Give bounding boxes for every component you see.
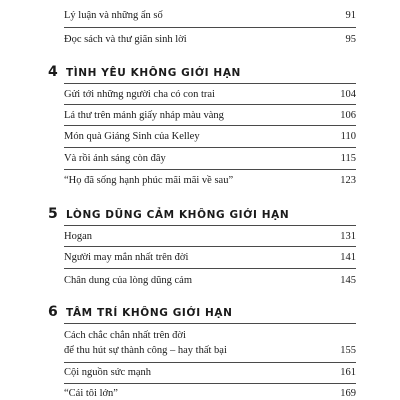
chapter-number: 4 [48, 64, 58, 80]
toc-entry-page: 169 [340, 388, 356, 399]
chapter-title: LÒNG DŨNG CẢM KHÔNG GIỚI HẠN [66, 209, 290, 221]
toc-entry-title-line-2: để thu hút sự thành công – hay thất bại [64, 345, 227, 356]
toc-entry-page: 131 [340, 231, 356, 242]
chapter-title: TÂM TRÍ KHÔNG GIỚI HẠN [66, 307, 233, 319]
toc-divider [64, 268, 356, 269]
toc-entry-page: 141 [340, 252, 356, 263]
toc-entry [64, 329, 356, 357]
toc-divider [64, 83, 356, 84]
toc-entry-page: 145 [340, 275, 356, 286]
toc-entry-title: Lý luận và những ẩn số [64, 10, 163, 21]
chapter-heading [48, 306, 368, 322]
toc-entry-page: 95 [345, 34, 356, 45]
toc-divider [64, 125, 356, 126]
toc-entry-page: 161 [340, 367, 356, 378]
toc-entry-title: “Họ đã sống hạnh phúc mãi mãi về sau” [64, 175, 234, 186]
toc-entry-page: 106 [340, 110, 356, 121]
toc-entry-title: Gửi tới những người cha có con trai [64, 89, 215, 100]
toc-entry-page: 91 [345, 10, 356, 21]
chapter-heading [48, 66, 368, 82]
toc-entry-page: 110 [340, 131, 356, 142]
toc-entry-page: 123 [340, 175, 356, 186]
toc-divider [64, 383, 356, 384]
toc-divider [64, 147, 356, 148]
chapter-number: 6 [48, 304, 58, 320]
toc-entry-title: Lá thư trên mảnh giấy nháp màu vàng [64, 110, 224, 121]
toc-entry-title: Người may mắn nhất trên đời [64, 252, 189, 263]
toc-entry-title: Cội nguồn sức mạnh [64, 367, 152, 378]
toc-entry-page: 155 [340, 345, 356, 356]
chapter-title: TÌNH YÊU KHÔNG GIỚI HẠN [66, 67, 241, 79]
chapter-heading [48, 208, 368, 224]
toc-divider [64, 246, 356, 247]
toc-entry-title: Đọc sách và thư giãn sinh lời [64, 34, 187, 45]
toc-divider [64, 169, 356, 170]
toc-entry-title-line-1: Cách chắc chắn nhất trên đời [64, 330, 186, 341]
toc-divider [64, 104, 356, 105]
toc-entry-title: Chân dung của lòng dũng cảm [64, 275, 193, 286]
toc-entry-page: 104 [340, 89, 356, 100]
toc-divider [64, 27, 356, 28]
toc-entry-title: Hogan [64, 231, 92, 242]
toc-entry-title: “Cái tôi lớn” [64, 388, 118, 399]
chapter-number: 5 [48, 206, 58, 222]
toc-entry-page: 115 [340, 153, 356, 164]
toc-divider [64, 362, 356, 363]
toc-entry-title: Và rồi ánh sáng còn đây [64, 153, 166, 164]
toc-entry-title: Món quà Giáng Sinh của Kelley [64, 131, 200, 142]
toc-divider [64, 225, 356, 226]
toc-divider [64, 323, 356, 324]
